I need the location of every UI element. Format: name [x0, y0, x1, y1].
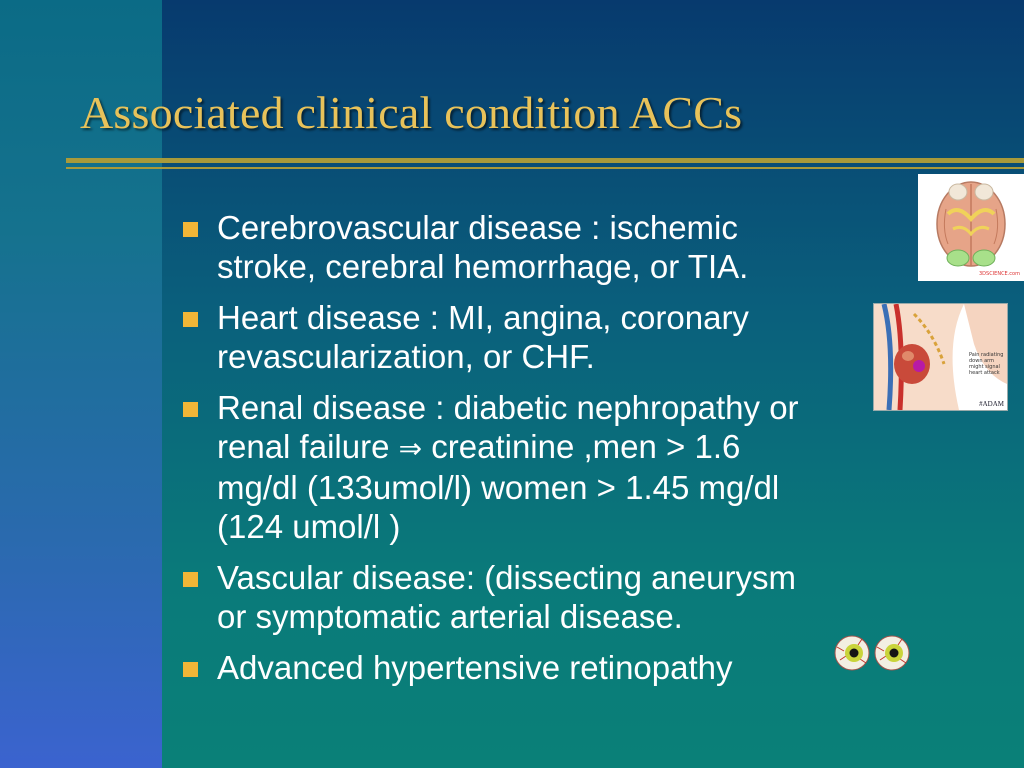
bullet-text-line: Renal disease : diabetic nephropathy or	[217, 389, 799, 426]
bullet-list	[180, 208, 940, 699]
bullet-text-line: or symptomatic arterial disease.	[217, 598, 683, 635]
heart-image-logo: #ADAM	[979, 400, 1004, 408]
bullet-vascular-disease	[180, 558, 940, 636]
heart-attack-illustration	[873, 303, 1008, 411]
bullet-square-icon	[183, 312, 198, 327]
bullet-text-line: revascularization, or CHF.	[217, 338, 595, 375]
bullet-square-icon	[183, 402, 198, 417]
brain-icon	[918, 174, 1024, 281]
title-rule-thick	[66, 158, 1024, 163]
bullet-text-segment: renal failure	[217, 428, 399, 465]
bullet-cerebrovascular	[180, 208, 940, 286]
brain-image-logo: 3DSCIENCE.com	[979, 271, 1020, 277]
bullet-square-icon	[183, 572, 198, 587]
brain-illustration	[918, 174, 1024, 281]
bullet-text-line: Cerebrovascular disease : ischemic	[217, 209, 738, 246]
implies-arrow-icon: ⇒	[398, 432, 423, 465]
bullet-text-line-with-arrow	[217, 427, 940, 468]
slide-title: Associated clinical condition ACCs	[80, 87, 743, 138]
eyeballs-illustration	[832, 633, 914, 673]
bullet-text-line: stroke, cerebral hemorrhage, or TIA.	[217, 248, 749, 285]
heart-image-caption: Pain radiating down arm might signal heart attack	[969, 352, 1004, 376]
title-rule-thin	[66, 167, 1024, 169]
bullet-text-line: mg/dl (133umol/l) women > 1.45 mg/dl	[217, 469, 780, 506]
bullet-square-icon	[183, 222, 198, 237]
bullet-text-segment: creatinine ,men > 1.6	[422, 428, 741, 465]
bullet-square-icon	[183, 662, 198, 677]
bullet-text-line: (124 umol/l )	[217, 508, 401, 545]
bullet-heart-disease	[180, 298, 940, 376]
eyeball-icon	[832, 633, 914, 673]
bullet-text-line: Vascular disease: (dissecting aneurysm	[217, 559, 796, 596]
bullet-retinopathy	[180, 648, 940, 687]
bullet-text-line: Heart disease : MI, angina, coronary	[217, 299, 749, 336]
bullet-text-line: Advanced hypertensive retinopathy	[217, 649, 733, 686]
bullet-renal-disease	[180, 388, 940, 546]
